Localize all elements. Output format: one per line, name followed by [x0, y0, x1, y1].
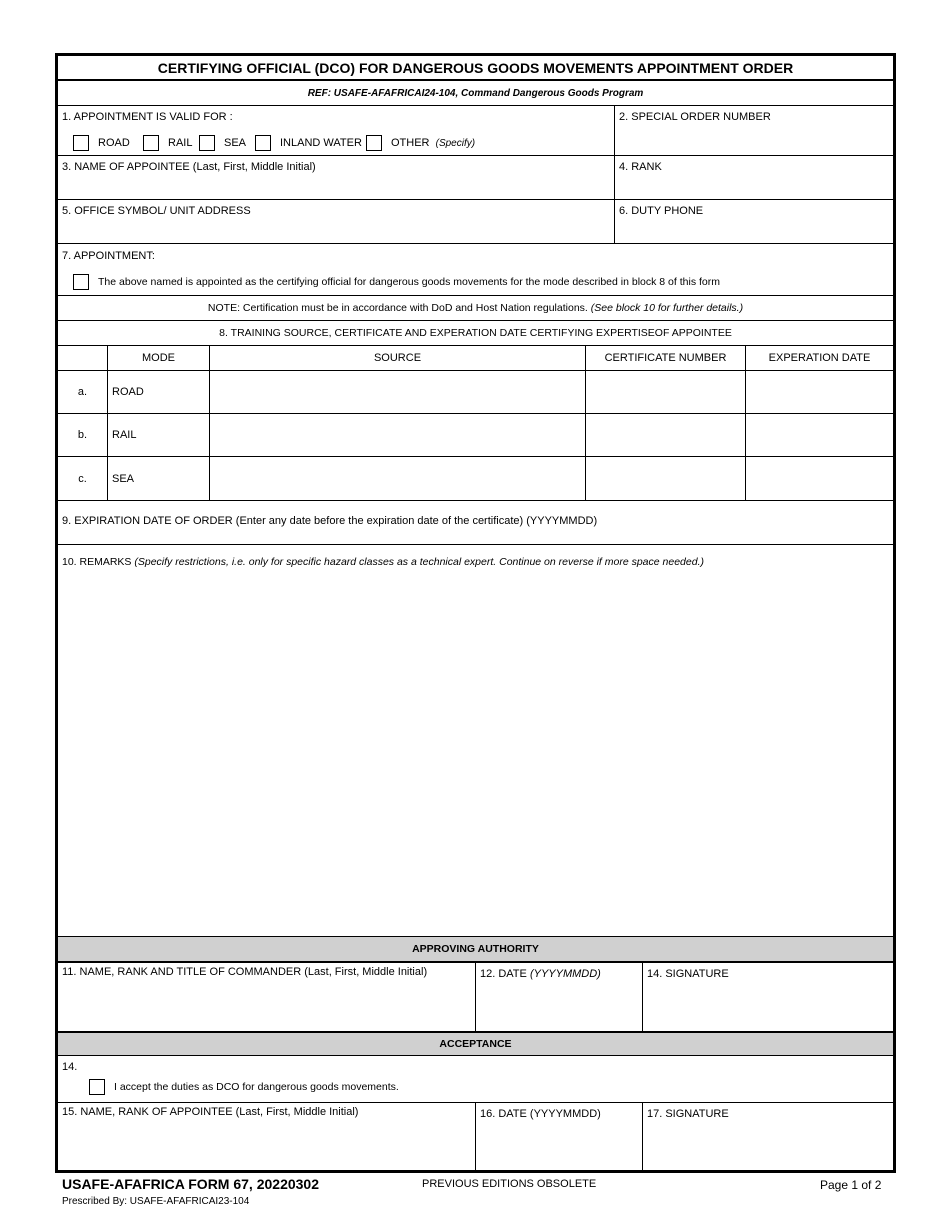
block1-cell — [58, 106, 615, 155]
rail-checkbox[interactable] — [143, 135, 159, 151]
appointee-signature-cell[interactable] — [643, 1103, 893, 1170]
row-mode: ROAD — [108, 371, 210, 413]
row-letter: c. — [58, 457, 108, 500]
block8-title: 8. TRAINING SOURCE, CERTIFICATE AND EXPERATION DATE CERTIFYING EXPERTISEOF APPOINTEE — [58, 321, 893, 346]
appointee-signature-label: 17. SIGNATURE — [647, 1108, 729, 1120]
road-checkbox[interactable] — [73, 135, 89, 151]
approving-row — [58, 963, 893, 1033]
row-certificate-field[interactable] — [586, 371, 746, 413]
block7-label: 7. APPOINTMENT: — [62, 250, 155, 262]
row-block1-2 — [58, 106, 893, 156]
appointment-statement[interactable]: The above named is appointed as the certifying official for dangerous goods movements for the mode described in block 8 of this form — [73, 274, 720, 290]
block9-label: 9. EXPIRATION DATE OF ORDER (Enter any date before the expiration date of the certificate) (YYYYMMDD) — [62, 515, 598, 527]
table-row — [58, 414, 893, 457]
row-mode: RAIL — [108, 414, 210, 456]
acceptance-header: ACCEPTANCE — [58, 1033, 893, 1056]
block8-header-row — [58, 346, 893, 371]
commander-signature-label: 14. SIGNATURE — [647, 968, 729, 980]
header-letter — [58, 346, 108, 370]
table-row — [58, 371, 893, 414]
other-checkbox[interactable] — [366, 135, 382, 151]
block2-cell[interactable] — [615, 106, 893, 155]
block3-label: 3. NAME OF APPOINTEE (Last, First, Middle Initial) — [62, 161, 316, 173]
header-source: SOURCE — [210, 346, 586, 370]
row-expiration-field[interactable] — [746, 371, 893, 413]
row-expiration-field[interactable] — [746, 457, 893, 500]
commander-signature-cell[interactable] — [643, 963, 893, 1031]
block5-cell[interactable] — [58, 200, 615, 243]
editions-notice: PREVIOUS EDITIONS OBSOLETE — [422, 1178, 597, 1190]
acceptance-checkbox[interactable] — [89, 1079, 105, 1095]
other-hint: (Specify) — [435, 137, 476, 149]
block4-label: 4. RANK — [619, 161, 662, 173]
block10-remarks[interactable] — [58, 545, 893, 937]
approval-date-cell[interactable] — [476, 963, 643, 1031]
acceptance-number: 14. — [62, 1061, 78, 1073]
acceptance-date-label: 16. DATE (YYYYMMDD) — [480, 1108, 601, 1120]
block6-cell[interactable] — [615, 200, 893, 243]
appointment-order-form — [55, 53, 896, 1173]
block10-label: 10. REMARKS (Specify restrictions, i.e. only for specific hazard classes as a technical expert. Continue on reverse if more space needed.) — [62, 556, 704, 568]
commander-name-cell[interactable] — [58, 963, 476, 1031]
row-certificate-field[interactable] — [586, 457, 746, 500]
block1-label: 1. APPOINTMENT IS VALID FOR : — [62, 111, 233, 123]
row-source-field[interactable] — [210, 457, 586, 500]
acceptance-statement[interactable]: I accept the duties as DCO for dangerous goods movements. — [89, 1079, 399, 1095]
certification-note: NOTE: Certification must be in accordance with DoD and Host Nation regulations. (See block 10 for further details.) — [58, 296, 893, 321]
sea-checkbox[interactable] — [199, 135, 215, 151]
appointee-name-label: 15. NAME, RANK OF APPOINTEE (Last, First, Middle Initial) — [62, 1106, 359, 1118]
row-source-field[interactable] — [210, 414, 586, 456]
row-letter: a. — [58, 371, 108, 413]
block7-cell — [58, 244, 893, 296]
block2-label: 2. SPECIAL ORDER NUMBER — [619, 111, 771, 123]
form-reference: REF: USAFE-AFAFRICAI24-104, Command Dangerous Goods Program — [58, 81, 893, 106]
table-row — [58, 457, 893, 501]
acceptance-statement-cell — [58, 1056, 893, 1103]
option-road[interactable]: ROAD — [73, 135, 130, 151]
header-certificate-number: CERTIFICATE NUMBER — [586, 346, 746, 370]
commander-name-label: 11. NAME, RANK AND TITLE OF COMMANDER (Last, First, Middle Initial) — [62, 966, 428, 978]
page-number: Page 1 of 2 — [820, 1178, 882, 1192]
row-block3-4 — [58, 156, 893, 200]
prescribed-by: Prescribed By: USAFE-AFAFRICAI23-104 — [62, 1196, 250, 1207]
row-source-field[interactable] — [210, 371, 586, 413]
block3-cell[interactable] — [58, 156, 615, 199]
inland-water-checkbox[interactable] — [255, 135, 271, 151]
block4-cell[interactable] — [615, 156, 893, 199]
option-other[interactable]: OTHER (Specify) — [366, 135, 475, 151]
row-expiration-field[interactable] — [746, 414, 893, 456]
approving-authority-header: APPROVING AUTHORITY — [58, 937, 893, 963]
form-title: CERTIFYING OFFICIAL (DCO) FOR DANGEROUS GOODS MOVEMENTS APPOINTMENT ORDER — [58, 56, 893, 81]
header-mode: MODE — [108, 346, 210, 370]
option-inland-water[interactable]: INLAND WATER — [255, 135, 362, 151]
appointee-name-cell[interactable] — [58, 1103, 476, 1170]
option-rail[interactable]: RAIL — [143, 135, 192, 151]
form-identifier: USAFE-AFAFRICA FORM 67, 20220302 — [62, 1176, 319, 1192]
header-expiration-date: EXPERATION DATE — [768, 352, 871, 364]
block9-cell[interactable] — [58, 501, 893, 545]
row-block5-6 — [58, 200, 893, 244]
block6-label: 6. DUTY PHONE — [619, 205, 704, 217]
block5-label: 5. OFFICE SYMBOL/ UNIT ADDRESS — [62, 205, 251, 217]
row-certificate-field[interactable] — [586, 414, 746, 456]
acceptance-row — [58, 1103, 893, 1170]
option-sea[interactable]: SEA — [199, 135, 246, 151]
acceptance-date-cell[interactable] — [476, 1103, 643, 1170]
row-mode: SEA — [108, 457, 210, 500]
appointment-checkbox[interactable] — [73, 274, 89, 290]
approval-date-label: 12. DATE (YYYYMMDD) — [480, 968, 601, 980]
row-letter: b. — [58, 414, 108, 456]
